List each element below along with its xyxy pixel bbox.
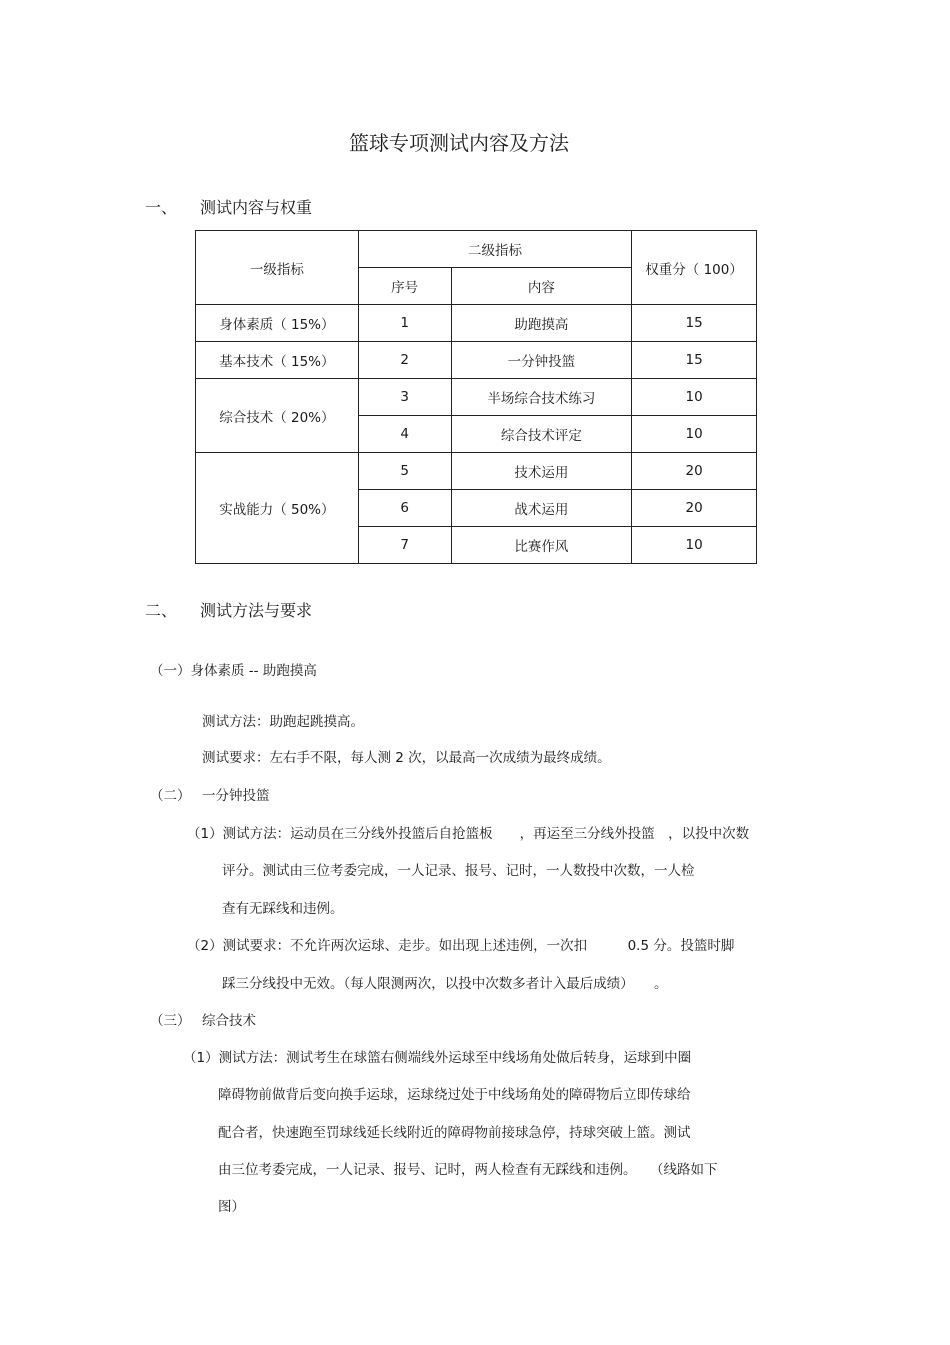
part3-heading-number: （三）	[150, 1013, 191, 1029]
row-score: 10	[632, 416, 757, 453]
row-seq: 3	[358, 379, 451, 416]
page-title: 篮球专项测试内容及方法	[349, 131, 569, 155]
row-score: 15	[632, 305, 757, 342]
row-score: 20	[632, 490, 757, 527]
row-content: 助跑摸高	[451, 305, 632, 342]
group-name: 基本技术（ 15%）	[196, 342, 359, 379]
group-name: 实战能力（ 50%）	[196, 453, 359, 564]
part3-item1-line: 配合者，快速跑至罚球线延长线附近的障碍物前接球急停，持球突破上篮。测试	[218, 1125, 691, 1141]
table-row	[196, 305, 757, 342]
row-seq: 7	[358, 527, 451, 564]
row-content: 一分钟投篮	[451, 342, 632, 379]
row-seq: 2	[358, 342, 451, 379]
section1-number: 一、	[145, 198, 178, 217]
row-content: 综合技术评定	[451, 416, 632, 453]
part2-item2-line: 踩三分线投中无效。（每人限测两次，以投中次数多者计入最后成绩） 。	[222, 976, 668, 992]
header-seq: 序号	[358, 268, 451, 305]
part3-item1-line: 图）	[218, 1199, 245, 1215]
weight-table	[195, 230, 757, 564]
part2-heading: 一分钟投篮	[202, 788, 270, 804]
header-weight: 权重分（ 100）	[632, 231, 757, 305]
section2-title: 测试方法与要求	[200, 601, 313, 620]
part3-item1-line: （1）测试方法：测试考生在球篮右侧端线外运球至中线场角处做后转身，运球到中圈	[183, 1050, 692, 1066]
row-content: 技术运用	[451, 453, 632, 490]
row-score: 15	[632, 342, 757, 379]
part2-heading-number: （二）	[150, 788, 191, 804]
part3-item1-line: 障碍物前做背后变向换手运球，运球绕过处于中线场角处的障碍物后立即传球给	[218, 1087, 691, 1103]
row-score: 10	[632, 379, 757, 416]
table-row	[196, 379, 757, 416]
section2-number: 二、	[145, 601, 178, 620]
row-seq: 5	[358, 453, 451, 490]
row-content: 比赛作风	[451, 527, 632, 564]
part2-item1-line: 评分。测试由三位考委完成，一人记录、报号、记时，一人数投中次数，一人检	[222, 863, 695, 879]
row-seq: 6	[358, 490, 451, 527]
row-score: 20	[632, 453, 757, 490]
header-content: 内容	[451, 268, 632, 305]
row-content: 半场综合技术练习	[451, 379, 632, 416]
part3-heading: 综合技术	[202, 1013, 256, 1029]
row-score: 10	[632, 527, 757, 564]
row-seq: 1	[358, 305, 451, 342]
part2-item1-line: 查有无踩线和违例。	[222, 901, 344, 917]
group-name: 身体素质（ 15%）	[196, 305, 359, 342]
header-level1: 一级指标	[196, 231, 359, 305]
part3-item1-line: 由三位考委完成，一人记录、报号、记时，两人检查有无踩线和违例。 （线路如下	[218, 1162, 718, 1178]
header-level2: 二级指标	[358, 231, 631, 268]
table-row	[196, 453, 757, 490]
part1-method: 测试方法：助跑起跳摸高。	[202, 714, 364, 730]
table-row	[196, 342, 757, 379]
part2-item1-line: （1）测试方法：运动员在三分线外投篮后自抢篮板 ，再运至三分线外投篮 ，以投中次数	[187, 826, 750, 842]
part2-item2-line: （2）测试要求：不允许两次运球、走步。如出现上述违例，一次扣 0.5 分。投篮时脚	[187, 938, 735, 954]
row-content: 战术运用	[451, 490, 632, 527]
section1-title: 测试内容与权重	[200, 198, 313, 217]
row-seq: 4	[358, 416, 451, 453]
part1-requirement: 测试要求：左右手不限，每人测 2 次，以最高一次成绩为最终成绩。	[202, 750, 611, 766]
group-name: 综合技术（ 20%）	[196, 379, 359, 453]
part1-heading: （一）身体素质 -- 助跑摸高	[150, 663, 317, 679]
